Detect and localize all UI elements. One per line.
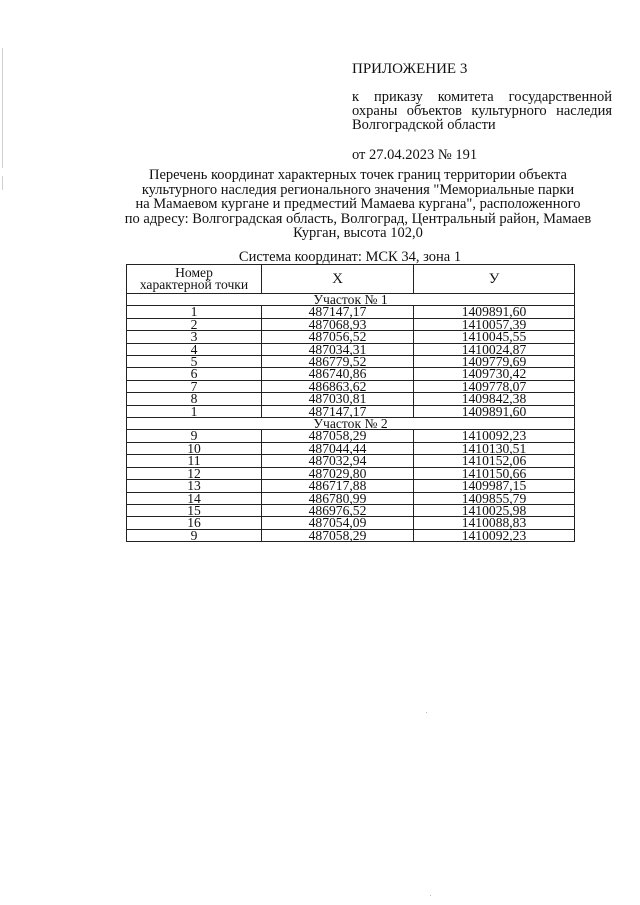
- y-coordinate-cell: 1409891,60: [414, 306, 575, 318]
- point-number-cell: 9: [127, 529, 262, 541]
- point-number-cell: 4: [127, 343, 262, 355]
- y-coordinate-cell: 1409842,38: [414, 393, 575, 405]
- title-line: Курган, высота 102,0: [293, 225, 423, 242]
- y-coordinate-cell: 1409855,79: [414, 492, 575, 504]
- y-coordinate-cell: 1409778,07: [414, 380, 575, 392]
- y-coordinate-cell: 1410045,55: [414, 331, 575, 343]
- scan-speck: [430, 895, 431, 896]
- point-number-cell: 3: [127, 331, 262, 343]
- x-coordinate-cell: 487068,93: [262, 318, 414, 330]
- point-number-cell: 9: [127, 430, 262, 442]
- point-number-cell: 14: [127, 492, 262, 504]
- title-line: по адресу: Волгоградская область, Волгоград, Центральный район, Мамаев: [124, 210, 592, 227]
- scan-margin-mark: [2, 176, 3, 190]
- y-coordinate-cell: 1409779,69: [414, 356, 575, 368]
- y-coordinate-cell: 1409987,15: [414, 480, 575, 492]
- y-header: У: [414, 265, 575, 294]
- x-coordinate-cell: 487029,80: [262, 467, 414, 479]
- coordinate-system-label: Система координат: МСК 34, зона 1: [238, 249, 462, 265]
- section-label: Участок № 2: [127, 418, 575, 430]
- title-line: на Мамаевом кургане и предместий Мамаева кургана", расположенного: [135, 196, 581, 213]
- point-number-cell: 16: [127, 517, 262, 529]
- order-reference: к приказу комитета государственной охраны объектов культурного наследия Волгоградской области: [352, 89, 612, 133]
- y-coordinate-cell: 1410024,87: [414, 343, 575, 355]
- y-coordinate-cell: 1410092,23: [414, 430, 575, 442]
- y-coordinate-cell: 1410088,83: [414, 517, 575, 529]
- document-title: [104, 168, 612, 241]
- point-number-cell: 5: [127, 356, 262, 368]
- x-coordinate-cell: 487034,31: [262, 343, 414, 355]
- x-coordinate-cell: 486717,88: [262, 480, 414, 492]
- x-coordinate-cell: 487044,44: [262, 442, 414, 454]
- x-coordinate-cell: 487147,17: [262, 306, 414, 318]
- y-coordinate-cell: 1410152,06: [414, 455, 575, 467]
- coordinates-table: [126, 264, 575, 542]
- point-number-cell: 7: [127, 380, 262, 392]
- y-coordinate-cell: 1410025,98: [414, 504, 575, 516]
- table-row: [127, 529, 575, 541]
- scan-speck: [426, 712, 427, 713]
- point-number-cell: 1: [127, 306, 262, 318]
- x-coordinate-cell: 487054,09: [262, 517, 414, 529]
- x-coordinate-cell: 486863,62: [262, 380, 414, 392]
- point-number-cell: 6: [127, 368, 262, 380]
- x-coordinate-cell: 487058,29: [262, 430, 414, 442]
- point-number-header-line: Номер: [175, 265, 213, 280]
- y-coordinate-cell: 1410150,66: [414, 467, 575, 479]
- point-number-cell: 10: [127, 442, 262, 454]
- x-coordinate-cell: 486976,52: [262, 504, 414, 516]
- section-label: Участок № 1: [127, 294, 575, 306]
- point-number-cell: 2: [127, 318, 262, 330]
- y-coordinate-cell: 1410130,51: [414, 442, 575, 454]
- x-coordinate-cell: 486779,52: [262, 356, 414, 368]
- appendix-header: [352, 62, 612, 162]
- order-date: от 27.04.2023 № 191: [352, 147, 478, 163]
- point-number-cell: 13: [127, 480, 262, 492]
- x-header: X: [262, 265, 414, 294]
- x-coordinate-cell: 487056,52: [262, 331, 414, 343]
- table-header-row: [127, 265, 575, 294]
- x-coordinate-cell: 486780,99: [262, 492, 414, 504]
- point-number-cell: 12: [127, 467, 262, 479]
- scan-margin-mark: [2, 48, 3, 168]
- coordinates-body: [127, 294, 575, 542]
- x-coordinate-cell: 486740,86: [262, 368, 414, 380]
- y-coordinate-cell: 1410057,39: [414, 318, 575, 330]
- x-coordinate-cell: 487147,17: [262, 405, 414, 417]
- y-coordinate-cell: 1409730,42: [414, 368, 575, 380]
- point-number-header-line: характерной точки: [139, 277, 249, 292]
- y-coordinate-cell: 1410092,23: [414, 529, 575, 541]
- y-coordinate-cell: 1409891,60: [414, 405, 575, 417]
- point-number-cell: 11: [127, 455, 262, 467]
- point-number-cell: 1: [127, 405, 262, 417]
- appendix-title: ПРИЛОЖЕНИЕ 3: [352, 61, 468, 77]
- point-number-header: [127, 265, 262, 294]
- x-coordinate-cell: 487032,94: [262, 455, 414, 467]
- title-line: Перечень координат характерных точек границ территории объекта: [149, 167, 567, 183]
- x-coordinate-cell: 487030,81: [262, 393, 414, 405]
- title-line: культурного наследия регионального значения "Мемориальные парки: [141, 181, 575, 198]
- x-coordinate-cell: 487058,29: [262, 529, 414, 541]
- point-number-cell: 8: [127, 393, 262, 405]
- point-number-cell: 15: [127, 504, 262, 516]
